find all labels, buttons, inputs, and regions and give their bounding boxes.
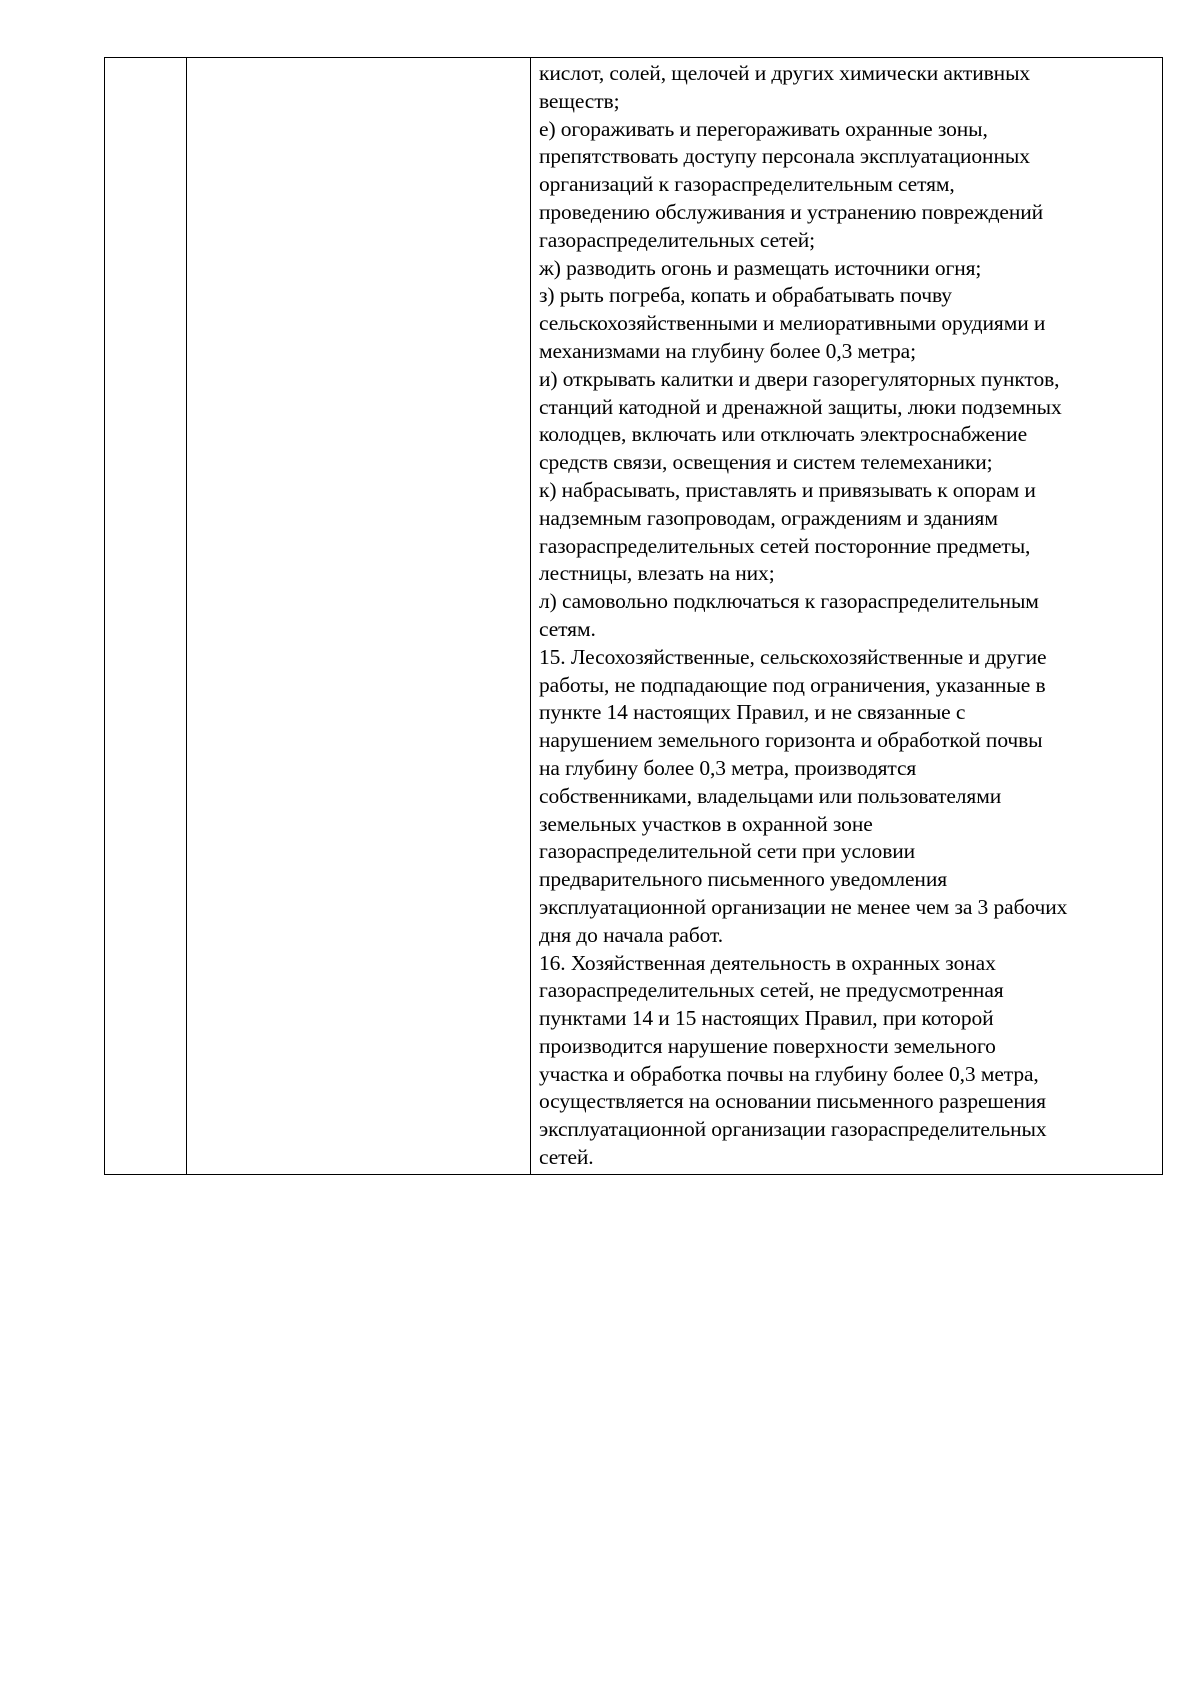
text-line: эксплуатационной организации газораспределительных bbox=[539, 1117, 1047, 1142]
text-line: станций катодной и дренажной защиты, люки подземных bbox=[539, 394, 1062, 419]
document-table bbox=[104, 57, 1163, 1175]
text-line: газораспределительных сетей; bbox=[539, 227, 816, 252]
text-line: эксплуатационной организации не менее чем за 3 рабочих bbox=[539, 894, 1068, 919]
number-cell bbox=[105, 58, 187, 1175]
text-line: газораспределительной сети при условии bbox=[539, 839, 916, 864]
text-line: организаций к газораспределительным сетям, bbox=[539, 172, 955, 197]
text-line: на глубину более 0,3 метра, производятся bbox=[539, 755, 917, 780]
text-line: л) самовольно подключаться к газораспределительным bbox=[539, 589, 1039, 614]
text-line: нарушением земельного горизонта и обработкой почвы bbox=[539, 728, 1043, 753]
text-line: е) огораживать и перегораживать охранные зоны, bbox=[539, 116, 988, 141]
text-line: дня до начала работ. bbox=[539, 922, 724, 947]
text-line: колодцев, включать или отключать электроснабжение bbox=[539, 422, 1028, 447]
text-line: сельскохозяйственными и мелиоративными орудиями и bbox=[539, 311, 1046, 336]
text-line: к) набрасывать, приставлять и привязывать к опорам и bbox=[539, 477, 1036, 502]
text-line: производится нарушение поверхности земельного bbox=[539, 1033, 996, 1058]
text-line: участка и обработка почвы на глубину более 0,3 метра, bbox=[539, 1061, 1039, 1086]
text-line: надземным газопроводам, ограждениям и зданиям bbox=[539, 505, 998, 530]
text-line: з) рыть погреба, копать и обрабатывать почву bbox=[539, 283, 952, 308]
text-line: предварительного письменного уведомления bbox=[539, 867, 948, 892]
text-line: и) открывать калитки и двери газорегуляторных пунктов, bbox=[539, 366, 1060, 391]
text-line: газораспределительных сетей посторонние предметы, bbox=[539, 533, 1031, 558]
text-line: осуществляется на основании письменного разрешения bbox=[539, 1089, 1046, 1114]
text-line: механизмами на глубину более 0,3 метра; bbox=[539, 338, 917, 363]
content-text bbox=[539, 60, 1156, 1172]
text-line: проведению обслуживания и устранению повреждений bbox=[539, 199, 1044, 224]
text-line: кислот, солей, щелочей и других химически активных bbox=[539, 61, 1031, 85]
table-row bbox=[105, 58, 1163, 1175]
text-line: собственниками, владельцами или пользователями bbox=[539, 783, 1002, 808]
text-line: работы, не подпадающие под ограничения, указанные в bbox=[539, 672, 1046, 697]
text-line: ж) разводить огонь и размещать источники огня; bbox=[539, 255, 982, 280]
text-line: сетей. bbox=[539, 1145, 594, 1170]
name-cell bbox=[187, 58, 531, 1175]
text-line: сетям. bbox=[539, 616, 596, 641]
text-line: 15. Лесохозяйственные, сельскохозяйственные и другие bbox=[539, 644, 1047, 669]
text-line: 16. Хозяйственная деятельность в охранных зонах bbox=[539, 950, 996, 975]
text-line: лестницы, влезать на них; bbox=[539, 561, 775, 586]
text-line: средств связи, освещения и систем телемеханики; bbox=[539, 450, 993, 475]
text-line: препятствовать доступу персонала эксплуатационных bbox=[539, 144, 1030, 169]
text-line: земельных участков в охранной зоне bbox=[539, 811, 873, 836]
text-line: пункте 14 настоящих Правил, и не связанные с bbox=[539, 700, 966, 725]
text-line: газораспределительных сетей, не предусмотренная bbox=[539, 978, 1004, 1003]
text-line: пунктами 14 и 15 настоящих Правил, при которой bbox=[539, 1006, 994, 1031]
content-cell bbox=[531, 58, 1163, 1175]
text-line: веществ; bbox=[539, 88, 620, 113]
